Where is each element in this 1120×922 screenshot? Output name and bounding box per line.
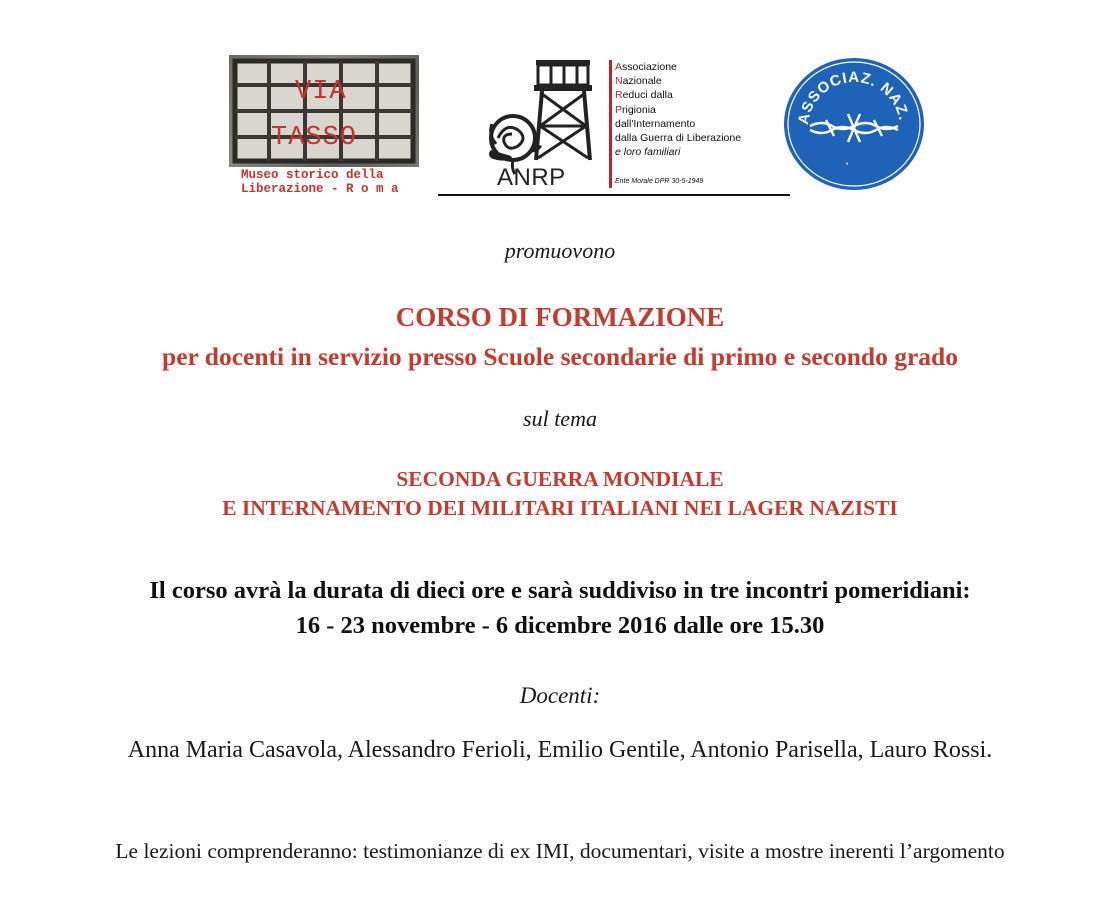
anrp-association-text xyxy=(615,60,741,159)
barred-window-image xyxy=(229,55,419,167)
promuovono-text: promuovono xyxy=(504,238,616,263)
anrp-line: Reduci dalla xyxy=(615,89,673,102)
anrp-underline xyxy=(438,194,790,196)
ex-internati-logo xyxy=(782,56,926,192)
anrp-line: Nazionale xyxy=(615,75,662,88)
docenti-list: Anna Maria Casavola, Alessandro Ferioli, Emilio Gentile, Antonio Parisella, Lauro Rossi. xyxy=(127,737,993,763)
theme-line-2: E INTERNAMENTO DEI MILITARI ITALIANI NEI LAGER NAZISTI xyxy=(222,496,898,520)
via-tasso-caption-line-2: Liberazione - R o m a xyxy=(241,182,399,196)
theme-line-1: SECONDA GUERRA MONDIALE xyxy=(396,467,724,491)
anrp-line: dall'Internamento xyxy=(615,117,696,130)
anrp-line-italic: e loro familiari xyxy=(615,146,681,159)
via-tasso-word-tasso: TASSO xyxy=(271,123,358,153)
docenti-label: Docenti: xyxy=(519,683,601,708)
anrp-line: Prigionia xyxy=(615,103,656,116)
anrp-line: Associazione xyxy=(615,61,677,73)
via-tasso-word-via: VIA xyxy=(295,77,347,107)
anrp-logo xyxy=(438,56,790,198)
anrp-red-divider xyxy=(609,60,612,188)
anrp-ente-morale: Ente Morale DPR 30-5-1949 xyxy=(615,178,704,185)
via-tasso-caption xyxy=(241,168,417,196)
ex-internati-ring-text: ASSOCIAZ. NAZ. xyxy=(794,68,913,126)
sul-tema-text: sul tema xyxy=(523,406,597,431)
course-duration: Il corso avrà la durata di dieci ore e sarà suddiviso in tre incontri pomeridiani: xyxy=(149,577,971,604)
svg-text:·: · xyxy=(844,158,850,171)
course-title: CORSO DI FORMAZIONE xyxy=(395,302,725,332)
via-tasso-logo xyxy=(229,55,419,197)
course-subtitle: per docenti in servizio presso Scuole secondarie di primo e secondo grado xyxy=(162,342,958,371)
anrp-name: ANRP xyxy=(497,164,566,191)
course-dates: 16 - 23 novembre - 6 dicembre 2016 dalle ore 15.30 xyxy=(295,612,825,639)
via-tasso-caption-line-1: Museo storico della xyxy=(241,168,384,182)
anrp-line: dalla Guerra di Liberazione xyxy=(615,132,742,145)
lezioni-text: Le lezioni comprenderanno: testimonianze di ex IMI, documentari, visite a mostre inerenti l’argomento xyxy=(115,839,1005,863)
